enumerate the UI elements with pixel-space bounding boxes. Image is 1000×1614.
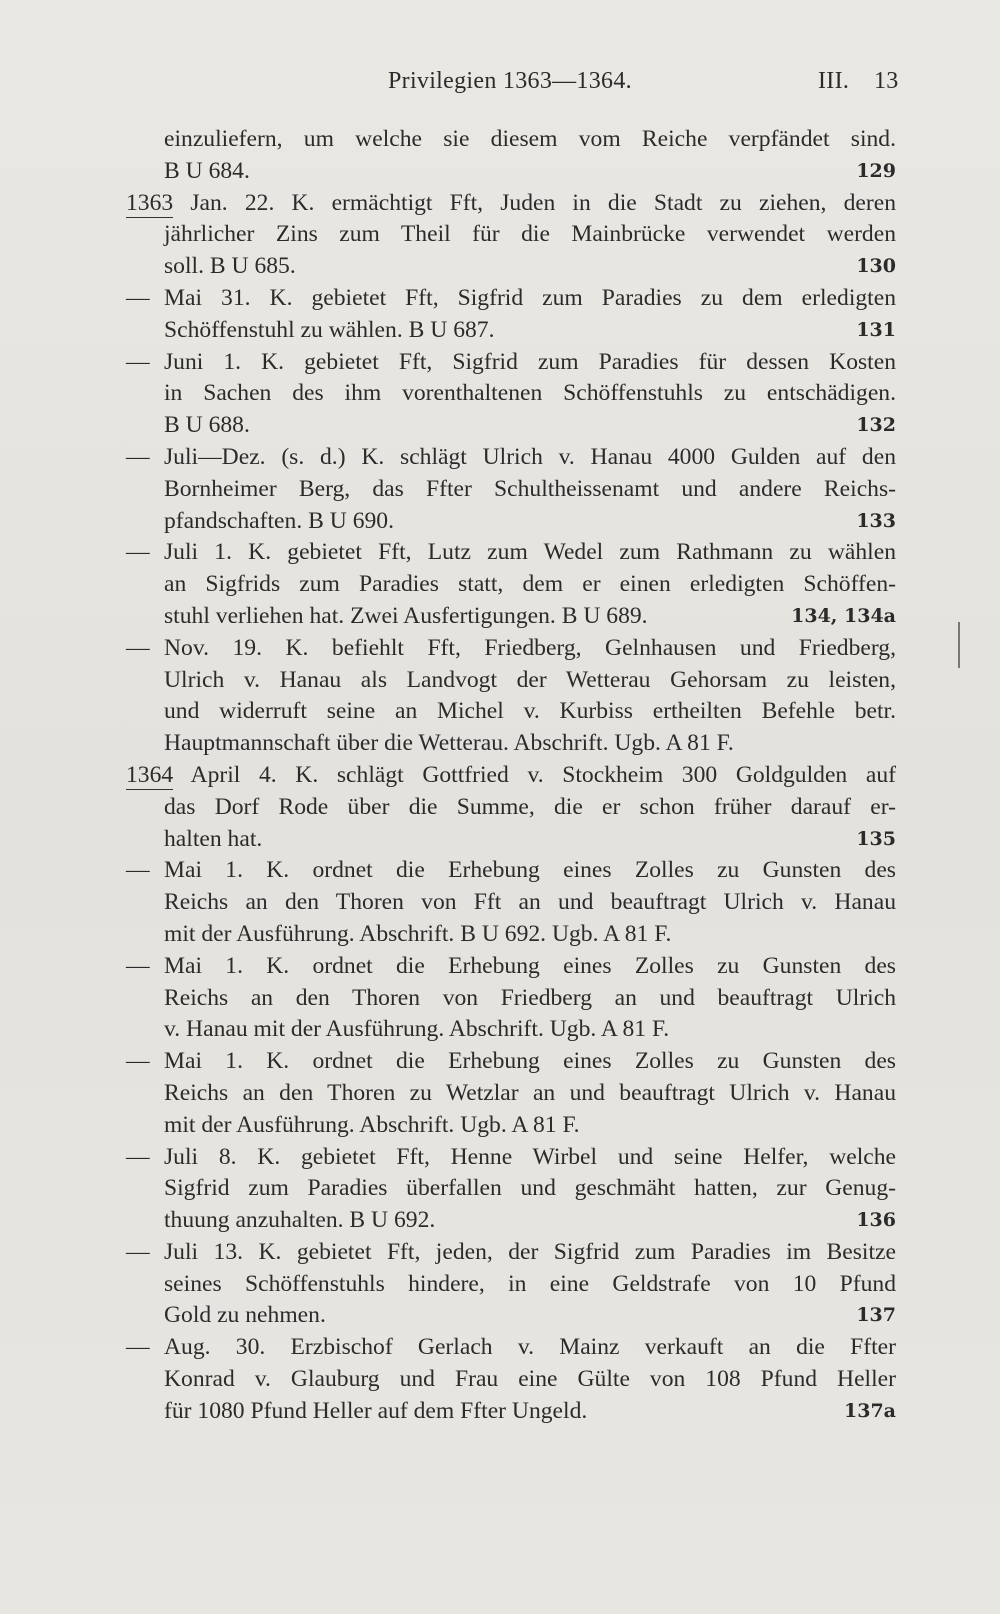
text-line	[126, 219, 896, 251]
line-text: Nov. 19. K. befiehlt Fft, Friedberg, Gelnhausen und Friedberg,	[164, 634, 896, 661]
text-line	[126, 760, 896, 792]
line-text: Juni 1. K. gebietet Fft, Sigfrid zum Paradies für dessen Kosten	[164, 348, 896, 375]
entry-dash: —	[126, 348, 150, 375]
text-line	[126, 601, 896, 633]
text-line	[126, 124, 896, 156]
entry-dash: —	[126, 1334, 150, 1361]
text-line	[126, 919, 896, 951]
entry-number: 135	[856, 827, 896, 850]
line-text: Juli 8. K. gebietet Fft, Henne Wirbel und seine Helfer, welche	[164, 1143, 896, 1170]
running-title: Privilegien 1363—1364.	[388, 68, 632, 94]
line-text: April 4. K. schlägt Gottfried v. Stockheim 300 Goldgulden auf	[190, 761, 896, 788]
line-text: das Dorf Rode über die Summe, die er schon früher darauf er-	[164, 793, 896, 820]
line-text: Gold zu nehmen.	[164, 1302, 326, 1329]
entry-dash: —	[126, 443, 150, 470]
line-text: Konrad v. Glauburg und Frau eine Gülte von 108 Pfund Heller	[164, 1366, 896, 1393]
year-label: 1363	[126, 189, 174, 216]
entry-dash: —	[126, 1048, 150, 1075]
entry-dash: —	[126, 857, 150, 884]
text-line	[126, 1364, 896, 1396]
line-text: mit der Ausführung. Abschrift. Ugb. A 81 F.	[164, 1111, 580, 1138]
text-line	[126, 410, 896, 442]
line-text: B U 688.	[164, 412, 250, 439]
text-line	[126, 633, 896, 665]
line-text: Reichs an den Thoren von Friedberg an und beauftragt Ulrich	[164, 984, 896, 1011]
line-text: für 1080 Pfund Heller auf dem Ffter Ungeld.	[164, 1397, 588, 1424]
line-text: Juli 13. K. gebietet Fft, jeden, der Sigfrid zum Paradies im Besitze	[164, 1238, 896, 1265]
year-label: 1364	[126, 761, 174, 788]
line-text: Sigfrid zum Paradies überfallen und geschmäht hatten, zur Genug-	[164, 1175, 896, 1202]
entry-dash: —	[126, 1143, 150, 1170]
text-line	[126, 1332, 896, 1364]
entry-dash: —	[126, 1238, 150, 1265]
entry-number: 131	[856, 318, 896, 341]
entry-dash: —	[126, 952, 150, 979]
line-text: thuung anzuhalten. B U 692.	[164, 1207, 436, 1234]
text-line	[126, 728, 896, 760]
text-line	[126, 855, 896, 887]
text-line	[126, 315, 896, 347]
line-text: Reichs an den Thoren von Fft an und beauftragt Ulrich v. Hanau	[164, 889, 896, 916]
line-text: v. Hanau mit der Ausführung. Abschrift. Ugb. A 81 F.	[164, 1016, 670, 1043]
text-line	[126, 887, 896, 919]
text-line	[126, 1046, 896, 1078]
line-text: Aug. 30. Erzbischof Gerlach v. Mainz verkauft an die Ffter	[164, 1334, 896, 1361]
text-line	[126, 792, 896, 824]
line-text: Mai 31. K. gebietet Fft, Sigfrid zum Paradies zu dem erledigten	[164, 284, 896, 311]
line-text: Ulrich v. Hanau als Landvogt der Wetterau Gehorsam zu leisten,	[164, 666, 896, 693]
line-text: halten hat.	[164, 825, 263, 852]
text-line	[126, 188, 896, 220]
entry-dash: —	[126, 539, 150, 566]
text-line	[126, 1014, 896, 1046]
text-line	[126, 665, 896, 697]
text-line	[126, 1269, 896, 1301]
text-line	[126, 283, 896, 315]
line-text: mit der Ausführung. Abschrift. B U 692. Ugb. A 81 F.	[164, 920, 672, 947]
line-text: Mai 1. K. ordnet die Erhebung eines Zolles zu Gunsten des	[164, 1048, 896, 1075]
text-line	[126, 1078, 896, 1110]
line-text: soll. B U 685.	[164, 253, 296, 280]
running-header	[0, 68, 1000, 108]
text-line	[126, 1396, 896, 1428]
text-line	[126, 442, 896, 474]
text-line	[126, 506, 896, 538]
text-line	[126, 696, 896, 728]
line-text: Mai 1. K. ordnet die Erhebung eines Zolles zu Gunsten des	[164, 952, 896, 979]
text-line	[126, 347, 896, 379]
line-text: pfandschaften. B U 690.	[164, 507, 394, 534]
line-text: Jan. 22. K. ermächtigt Fft, Juden in die Stadt zu ziehen, deren	[190, 189, 896, 216]
entry-number: 130	[856, 255, 896, 278]
text-line	[126, 474, 896, 506]
entry-number: 134, 134a	[791, 604, 896, 627]
entry-dash: —	[126, 634, 150, 661]
text-line	[126, 824, 896, 856]
text-line	[126, 1173, 896, 1205]
line-text: Bornheimer Berg, das Ffter Schultheissenamt und andere Reichs-	[164, 475, 896, 502]
section-number: III.	[818, 68, 850, 94]
entry-number: 137	[856, 1304, 896, 1327]
line-text: Mai 1. K. ordnet die Erhebung eines Zolles zu Gunsten des	[164, 857, 896, 884]
text-line	[126, 537, 896, 569]
text-line	[126, 983, 896, 1015]
entry-number: 137a	[844, 1399, 896, 1422]
text-line	[126, 1205, 896, 1237]
entry-number: 132	[856, 414, 896, 437]
text-line	[126, 1237, 896, 1269]
line-text: B U 684.	[164, 157, 250, 184]
line-text: Juli—Dez. (s. d.) K. schlägt Ulrich v. Hanau 4000 Gulden auf den	[164, 443, 896, 470]
text-line	[126, 156, 896, 188]
entry-number: 133	[856, 509, 896, 532]
entry-number: 136	[856, 1209, 896, 1232]
line-text: in Sachen des ihm vorenthaltenen Schöffenstuhls zu entschädigen.	[164, 380, 896, 407]
line-text: Hauptmannschaft über die Wetterau. Abschrift. Ugb. A 81 F.	[164, 730, 734, 757]
text-line	[126, 378, 896, 410]
text-line	[126, 251, 896, 283]
text-line	[126, 951, 896, 983]
line-text: Juli 1. K. gebietet Fft, Lutz zum Wedel zum Rathmann zu wählen	[164, 539, 896, 566]
line-text: Schöffenstuhl zu wählen. B U 687.	[164, 316, 495, 343]
line-text: jährlicher Zins zum Theil für die Mainbrücke verwendet werden	[164, 221, 896, 248]
regesta-text	[126, 124, 896, 1428]
text-line	[126, 569, 896, 601]
line-text: stuhl verliehen hat. Zwei Ausfertigungen. B U 689.	[164, 602, 648, 629]
line-text: Reichs an den Thoren zu Wetzlar an und beauftragt Ulrich v. Hanau	[164, 1079, 896, 1106]
entry-dash: —	[126, 284, 150, 311]
page-number: 13	[874, 68, 899, 94]
line-text: und widerruft seine an Michel v. Kurbiss ertheilten Befehle betr.	[164, 698, 896, 725]
line-text: seines Schöffenstuhls hindere, in eine Geldstrafe von 10 Pfund	[164, 1270, 896, 1297]
text-line	[126, 1142, 896, 1174]
margin-mark	[958, 622, 960, 668]
line-text: an Sigfrids zum Paradies statt, dem er einen erledigten Schöffen-	[164, 571, 896, 598]
line-text: einzuliefern, um welche sie diesem vom Reiche verpfändet sind.	[164, 126, 896, 152]
entry-number: 129	[856, 159, 896, 182]
text-line	[126, 1300, 896, 1332]
text-line	[126, 1110, 896, 1142]
